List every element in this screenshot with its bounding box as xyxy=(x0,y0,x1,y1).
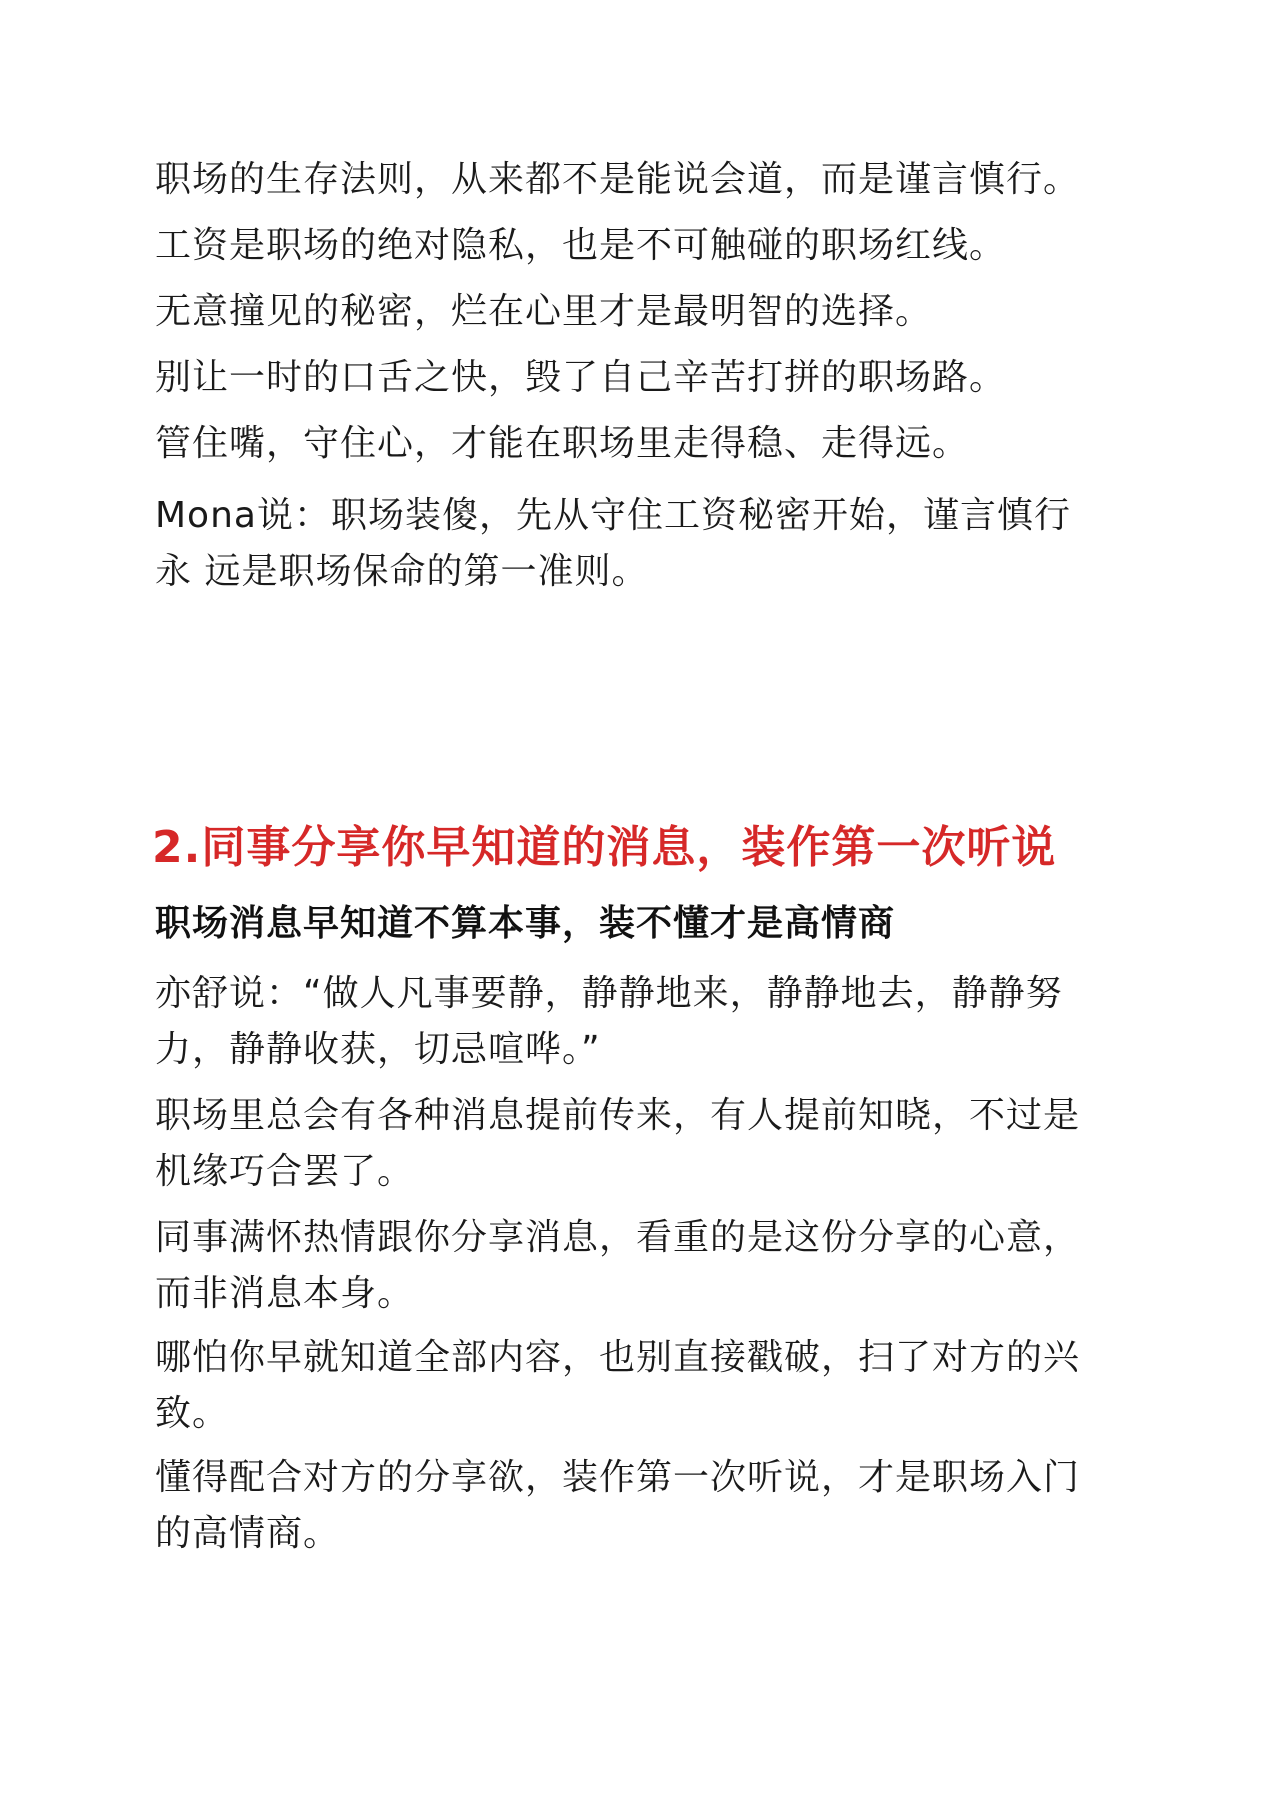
body-text-line: 懂得配合对方的分享欲，装作第一次听说，才是职场入门 xyxy=(155,1457,1081,1498)
body-text-line: 职场的生存法则，从来都不是能说会道，而是谨言慎行。 xyxy=(155,159,1081,200)
section-heading: 2.同事分享你早知道的消息，装作第一次听说 xyxy=(152,822,1057,873)
body-text-line: 哪怕你早就知道全部内容，也别直接戳破，扫了对方的兴 xyxy=(155,1337,1081,1378)
body-text-line: 机缘巧合罢了。 xyxy=(155,1151,415,1192)
section-subheading: 职场消息早知道不算本事，装不懂才是高情商 xyxy=(155,903,896,944)
body-text-line: 无意撞见的秘密，烂在心里才是最明智的选择。 xyxy=(155,291,933,332)
body-text-line: 管住嘴，守住心，才能在职场里走得稳、走得远。 xyxy=(155,423,970,464)
body-text-line: Mona说：职场装傻，先从守住工资秘密开始，谨言慎行 xyxy=(155,495,1071,536)
body-text-line: 亦舒说：“做人凡事要静，静静地来，静静地去，静静努 xyxy=(155,973,1063,1014)
body-text-line: 的高情商。 xyxy=(155,1513,341,1554)
body-text-line: 职场里总会有各种消息提前传来，有人提前知晓，不过是 xyxy=(155,1095,1081,1136)
body-text-line: 致。 xyxy=(155,1393,230,1434)
body-text-line: 永 远是职场保命的第一准则。 xyxy=(155,551,649,592)
body-text-line: 力，静静收获，切忌喧哗。” xyxy=(155,1029,601,1070)
body-text-line: 同事满怀热情跟你分享消息，看重的是这份分享的心意， xyxy=(155,1217,1081,1258)
body-text-line: 别让一时的口舌之快，毁了自己辛苦打拼的职场路。 xyxy=(155,357,1007,398)
body-text-line: 工资是职场的绝对隐私，也是不可触碰的职场红线。 xyxy=(155,225,1007,266)
body-text-line: 而非消息本身。 xyxy=(155,1273,415,1314)
